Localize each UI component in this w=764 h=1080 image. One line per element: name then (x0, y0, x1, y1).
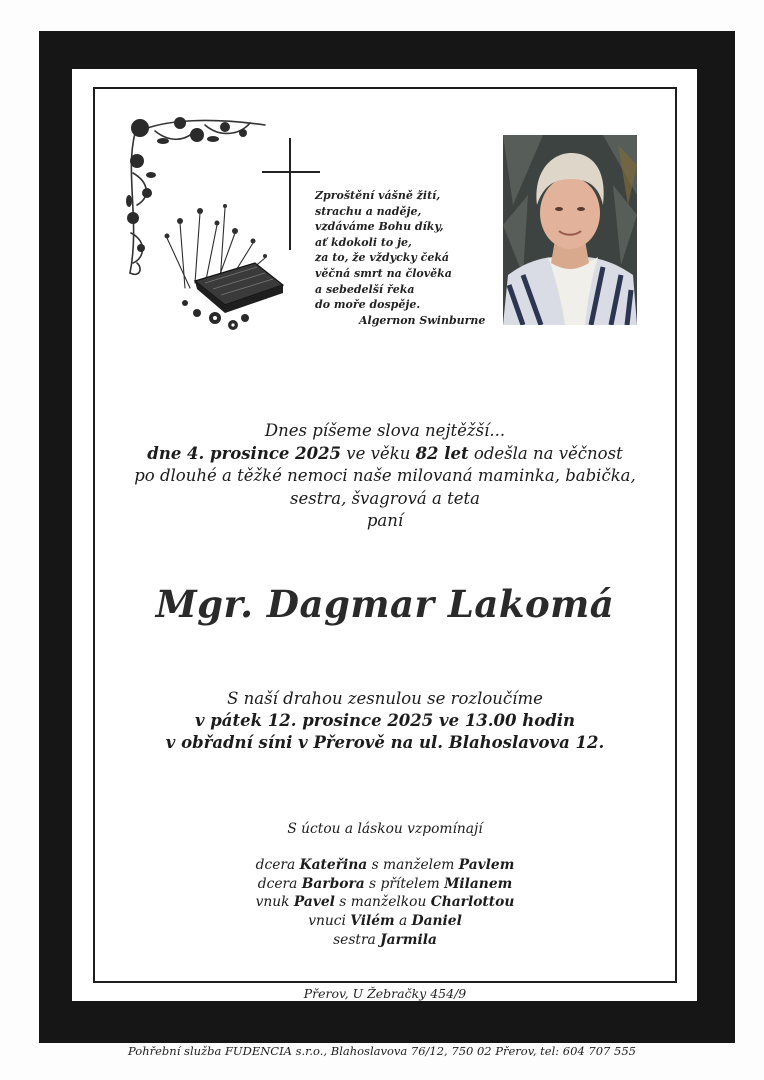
poem-line: vzdáváme Bohu díky, (315, 220, 444, 234)
mourners-list (93, 820, 677, 950)
farewell-venue: v obřadní síni v Přerově na ul. Blahoslavova 12. (165, 733, 605, 752)
poem-line: a sebedelší řeka (315, 282, 415, 296)
poem-line: ať kdokoli to je, (315, 235, 412, 249)
address-line: Přerov, U Žebračky 454/9 (303, 986, 467, 1001)
floral-book-ornament (125, 113, 285, 338)
portrait-photo (503, 135, 637, 325)
poem-line: věčná smrt na člověka (315, 266, 452, 280)
mourner-row: dcera Barbora s přítelem Milanem (257, 875, 513, 892)
intro-line: sestra, švagrová a teta (290, 488, 480, 508)
farewell-datetime: v pátek 12. prosince 2025 ve 13.00 hodin (194, 711, 576, 730)
poem-line: strachu a naděje, (315, 204, 422, 218)
poem-line: do moře dospěje. (315, 298, 421, 312)
poem-author: Algernon Swinburne (359, 313, 486, 327)
intro-line: paní (366, 511, 404, 530)
intro-line: po dlouhé a těžké nemoci naše milovaná maminka, babička, (134, 466, 636, 485)
deceased-name: Mgr. Dagmar Lakomá (155, 582, 615, 626)
poem (315, 188, 490, 328)
farewell-line: S naší drahou zesnulou se rozloučíme (227, 689, 543, 708)
poem-line: Zproštění vášně žití, (315, 189, 441, 202)
intro-line-date (93, 443, 677, 466)
death-date: dne 4. prosince 2025 (147, 443, 342, 463)
mourners-heading: S úctou a láskou vzpomínají (287, 821, 483, 837)
cross-icon (262, 138, 320, 250)
farewell-text (93, 688, 677, 754)
funeral-service-footer: Pohřební služba FUDENCIA s.r.o., Blahoslavova 76/12, 750 02 Přerov, tel: 604 707 555 (128, 1044, 636, 1058)
poem-line: za to, že vždycky čeká (315, 251, 450, 265)
age: 82 let (415, 443, 469, 463)
mourner-row: sestra Jarmila (333, 931, 437, 948)
mourner-row: dcera Kateřina s manželem Pavlem (255, 856, 515, 873)
intro-fragment: ve věku (341, 443, 416, 463)
mourner-row: vnuk Pavel s manželkou Charlottou (255, 894, 515, 911)
mourner-row: vnuci Vilém a Daniel (308, 913, 462, 930)
intro-fragment: odešla na věčnost (468, 443, 623, 463)
intro-line: Dnes píšeme slova nejtěžší... (264, 421, 506, 440)
intro-text (93, 420, 677, 533)
